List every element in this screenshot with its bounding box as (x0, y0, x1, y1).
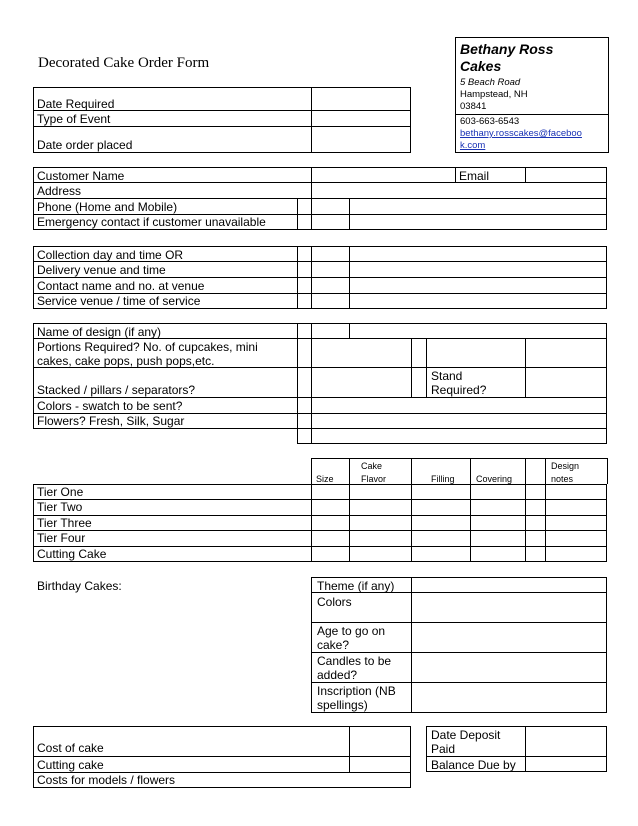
colors-label: Colors - swatch to be sent? (37, 399, 183, 413)
delivery-venue-label: Delivery venue and time (37, 263, 166, 277)
address-label: Address (37, 184, 82, 198)
balance-due-label: Balance Due by (431, 758, 516, 772)
type-of-event-label: Type of Event (37, 112, 111, 126)
stacked-label: Stacked / pillars / separators? (37, 383, 196, 397)
email-label: Email (459, 169, 490, 183)
birthday-colors-label: Colors (317, 595, 352, 609)
flowers-label: Flowers? Fresh, Silk, Sugar (37, 414, 185, 428)
date-deposit-label-line1: Date Deposit (431, 728, 501, 742)
phone-label: Phone (Home and Mobile) (37, 200, 178, 214)
design-name-label: Name of design (if any) (37, 325, 162, 339)
business-facebook-link-line1[interactable]: bethany.rosscakes@faceboo (460, 128, 582, 139)
collection-label: Collection day and time OR (37, 248, 184, 262)
tier-header-flavor-line2: Flavor (361, 474, 387, 484)
business-facebook-link-line2[interactable]: k.com (460, 140, 486, 151)
cutting-cake-cost-label: Cutting cake (37, 758, 104, 772)
customer-name-label: Customer Name (37, 169, 125, 183)
birthday-cakes-label: Birthday Cakes: (37, 579, 122, 593)
candles-label-line1: Candles to be (317, 654, 392, 668)
business-address-1: 5 Beach Road (460, 77, 521, 88)
candles-label-line2: added? (317, 668, 358, 682)
models-cost-label: Costs for models / flowers (37, 773, 176, 787)
tier-header-design-line1: Design (551, 461, 580, 471)
portions-label-line2: cakes, cake pops, push pops,etc. (37, 354, 215, 368)
date-deposit-label-line2: Paid (431, 742, 456, 756)
stand-required-label-line2: Required? (431, 383, 487, 397)
cutting-cake-label: Cutting Cake (37, 547, 107, 561)
venue-contact-label: Contact name and no. at venue (37, 279, 205, 293)
tier-header-size: Size (316, 474, 334, 484)
business-address-3: 03841 (460, 101, 487, 112)
date-order-placed-label: Date order placed (37, 138, 133, 152)
business-phone: 603-663-6543 (460, 116, 520, 127)
tier-four-label: Tier Four (37, 531, 86, 545)
tier-one-label: Tier One (37, 485, 84, 499)
business-name-line2: Cakes (460, 58, 502, 74)
business-address-2: Hampstead, NH (460, 89, 528, 100)
age-label-line2: cake? (317, 638, 350, 652)
inscription-label-line1: Inscription (NB (317, 684, 396, 698)
inscription-label-line2: spellings) (317, 698, 368, 712)
theme-label: Theme (if any) (317, 579, 395, 593)
service-venue-label: Service venue / time of service (37, 294, 201, 308)
emergency-contact-label: Emergency contact if customer unavailable (37, 215, 266, 229)
tier-header-filling: Filling (431, 474, 455, 484)
tier-header-covering: Covering (476, 474, 513, 484)
stand-required-label-line1: Stand (431, 369, 463, 383)
tiers-table (33, 484, 607, 562)
portions-label-line1: Portions Required? No. of cupcakes, mini (37, 340, 258, 354)
form-title: Decorated Cake Order Form (38, 55, 210, 71)
age-label-line1: Age to go on (317, 624, 386, 638)
tier-header-flavor-line1: Cake (361, 461, 383, 471)
tier-three-label: Tier Three (37, 516, 92, 530)
tier-header-design-line2: notes (551, 474, 574, 484)
cost-of-cake-label: Cost of cake (37, 741, 104, 755)
business-name-line1: Bethany Ross (460, 41, 554, 57)
date-required-label: Date Required (37, 97, 115, 111)
tier-two-label: Tier Two (37, 500, 83, 514)
